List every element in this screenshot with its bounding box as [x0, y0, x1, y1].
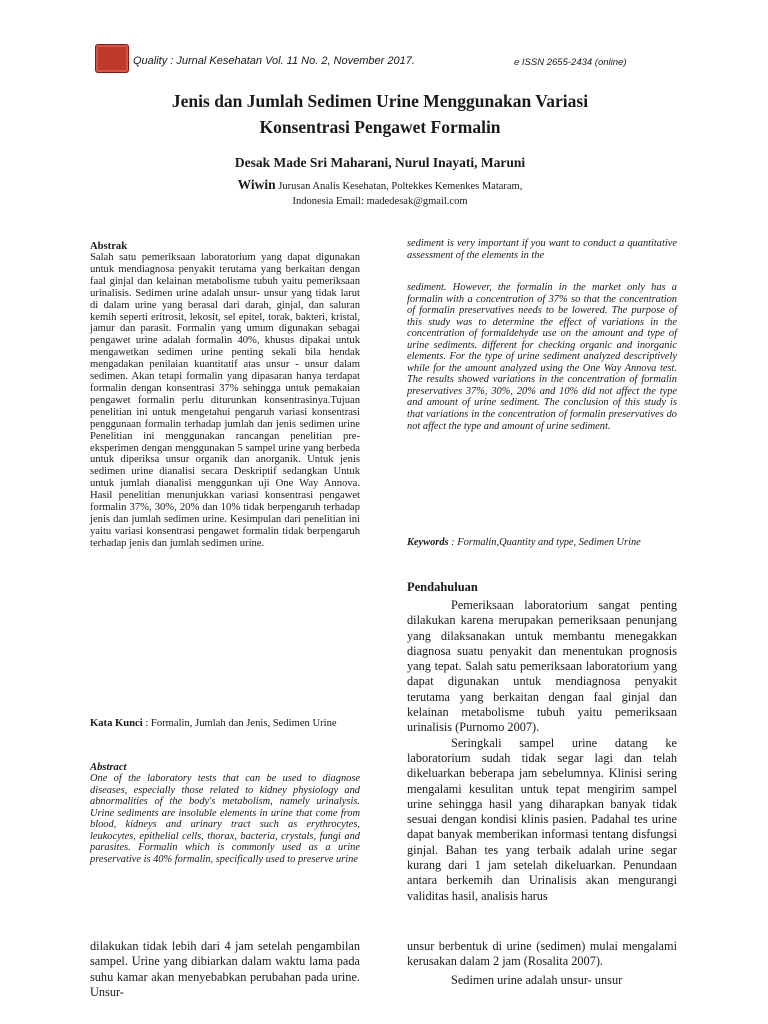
title-line-2: Konsentrasi Pengawet Formalin — [259, 117, 501, 137]
abstrak-heading: Abstrak — [90, 241, 128, 252]
author-names: Desak Made Sri Maharani, Nurul Inayati, Maruni — [234, 155, 526, 170]
title-line-1: Jenis dan Jumlah Sedimen Urine Menggunakan Variasi — [171, 91, 589, 111]
pendahuluan-section — [407, 580, 677, 904]
keywords-label: Keywords — [407, 537, 449, 548]
affiliation-block — [80, 177, 680, 209]
left-column — [90, 241, 360, 550]
kata-kunci-text: : Formalin, Jumlah dan Jenis, Sedimen Urine — [142, 718, 337, 729]
right-body-continuation — [407, 939, 677, 988]
abstract-heading: Abstract — [90, 762, 127, 773]
keywords — [407, 537, 677, 549]
last-author: Wiwin — [237, 177, 276, 192]
pendahuluan-para-3: Sedimen urine adalah unsur- unsur — [451, 972, 623, 987]
journal-logo — [95, 44, 129, 73]
author-email: Indonesia Email: madedesak@gmail.com — [292, 196, 468, 207]
left-body-continuation: dilakukan tidak lebih dari 4 jam setelah pengambilan sampel. Urine yang dibiarkan dalam waktu lama pada suhu kamar akan menyebabkan perubahan pada urine. Unsur- — [90, 939, 360, 999]
issn-header: e ISSN 2655-2434 (online) — [514, 57, 627, 68]
pendahuluan-para-1: Pemeriksaan laboratorium sangat penting dilakukan karena merupakan pemeriksaan penunjang yang dilaksanakan untuk membantu menegakkan diagnosa suatu penyakit dan menentukan prognosis yang tepat. Salah satu pemeriksaan laboratorium yang dapat digunakan untuk mendiagnosa penyakit terutama yang berkaitan dengan faal ginjal dan kelainan metabolisme tubuh yaitu pemeriksaan urinalisis (Purnomo 2007). — [407, 598, 677, 735]
kata-kunci-label: Kata Kunci — [90, 718, 143, 729]
pendahuluan-para-2-cont: unsur berbentuk di urine (sedimen) mulai mengalami kerusakan dalam 2 jam (Rosalita 2007). — [407, 939, 677, 969]
pendahuluan-para-2: Seringkali sampel urine datang ke laboratorium sudah tidak segar lagi dan telah dikeluarkan beberapa jam sebelumnya. Klinisi sering mengalami kesulitan untuk tepat mengirim sampel urine sehingga hasil yang diharapkan banyak tidak sesuai dengan kondisi klinis pasien. Padahal tes urine dapat banyak memberikan informasi tentang disfungsi ginjal. Bahan tes yang terbaik adalah urine segar kurang dari 1 jam setelah dikeluarkan. Penundaan antara berkemih dan Urinalisis akan mengurangi validitas hasil, analisis harus — [407, 735, 677, 903]
affiliation: Jurusan Analis Kesehatan, Poltekkes Kemenkes Mataram, — [278, 181, 523, 192]
paper-title — [80, 88, 680, 140]
abstract-continued-2: sediment. However, the formalin in the market only has a formalin with a concentration of 37% so that the concentration of formalin preservatives needs to be lowered. The purpose of this study was to determine the effect of variations in the concentration of formaldehyde use on the amount and type of urine sediments. different for checking organic and inorganic elements. For the type of urine sediment analyzed descriptively while for the amount analyzed using the One Way Annova test. The results showed variations in the concentration of formalin preservatives 37%, 30%, 20% and 10% did not affect the type and amount of urine sediment. The conclusion of this study is that variations in the concentration of formalin preservatives do not affect the type and amount of urine sediment. — [407, 282, 677, 432]
abstrak-text: Salah satu pemeriksaan laboratorium yang dapat digunakan untuk mendiagnosa penyakit terutama yang berkaitan dengan faal ginjal dan kelainan metabolisme tubuh yaitu pemeriksaan urinalisis. Sedimen urine adalah unsur- unsur yang tidak larut di dalam urine yang berasal dari darah, ginjal, dan saluran kemih seperti eritrosit, lekosit, sel epitel, torak, bakteri, kristal, jamur dan parasit. Formalin yang umum digunakan sebagai pengawet urine adalah formalin 40%, khusus dipakai untuk mengawetkan sedimen urine penting sekali bila hendak mengadakan penilaian kuantitatif atas unsur - unsur dalam sedimen. Akan tetapi formalin yang dipasaran hanya terdapat formalin dengan konsentrasi 37% sehingga untuk pemakaian pengawet formalin perlu diturunkan konsentrasinya.Tujuan penelitian ini untuk mengetahui pengaruh variasi konsentrasi penggunaan formalin terhadap jumlah dan jenis sedimen urine Penelitian ini menggunakan rancangan penelitian pre-eksperimen dengan menggunakan 5 sampel urine yang berbeda untuk diperiksa unsur organik dan anorganik. Untuk jenis sedimen urine dianalisi secara Deskriptif sedangkan Untuk untuk jumlah dianalisi menggunkan uji One Way Annova. Hasil penelitian menunjukkan variasi konsentrasi pengawet formalin 37%, 30%, 20% dan 10% tidak berpengaruh terhadap jenis dan jumlah sedimen urine. Kesimpulan dari penelitian ini yaitu variasi konsentrasi pengawet formalin tidak berpengaruh terhadap jenis dan jumlah sedimen urine. — [90, 252, 360, 549]
abstract-continued-1: sediment is very important if you want to conduct a quantitative assessment of the elements in the — [407, 238, 677, 261]
pendahuluan-heading: Pendahuluan — [407, 580, 478, 594]
keywords-text: : Formalin,Quantity and type, Sedimen Urine — [448, 537, 641, 548]
abstract-en — [90, 762, 360, 865]
abstract-text: One of the laboratory tests that can be used to diagnose diseases, especially those related to kidney physiology and abnormalities of the body's metabolism, namely urinalysis. Urine sediments are insoluble elements in urine that come from blood, kidneys and urinary tract such as erythrocytes, leukocytes, epithelial cells, thorax, bacteria, crystals, fungi and parasites. Formalin which is commonly used as a urine preservative is 40% formalin, specifically used to preserve urine — [90, 773, 360, 865]
kata-kunci — [90, 718, 360, 730]
journal-header: Quality : Jurnal Kesehatan Vol. 11 No. 2, November 2017. — [133, 55, 415, 67]
